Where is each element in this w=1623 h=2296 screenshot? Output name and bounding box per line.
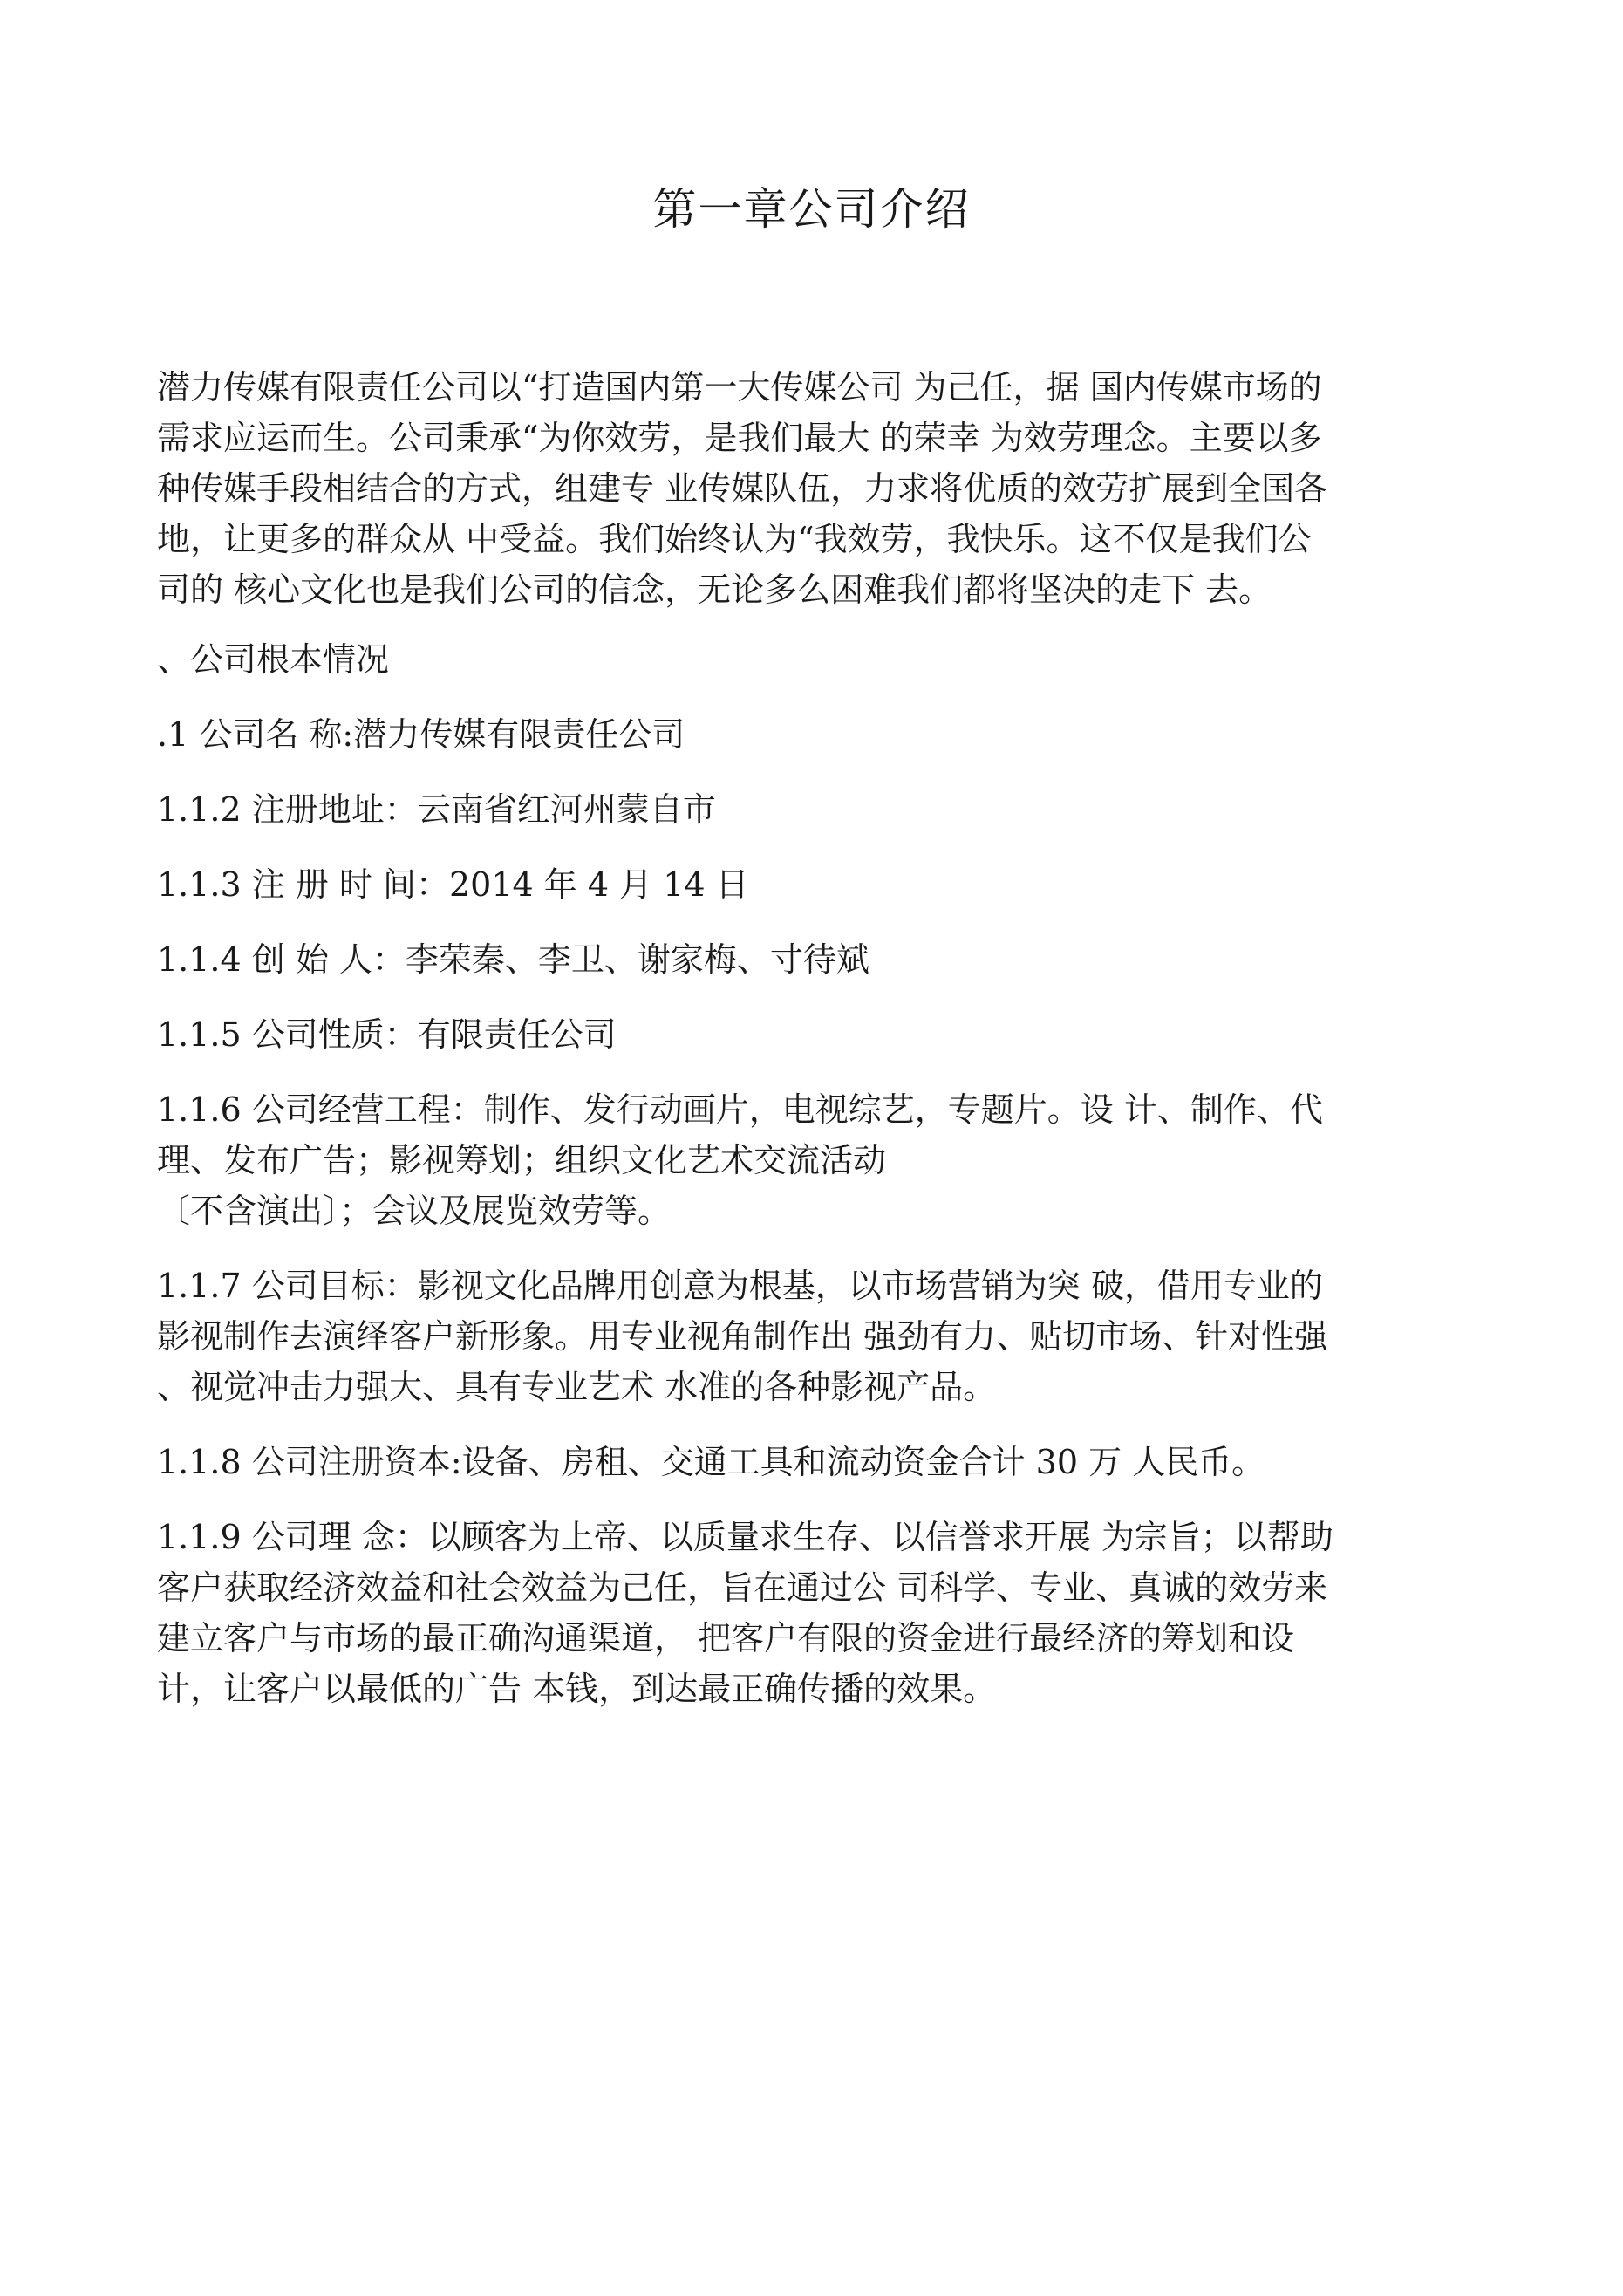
intro-line: 地，让更多的群众从 中受益。我们始终认为“我效劳，我快乐。这不仅是我们公 [157,520,1312,558]
info-line: 1.1.5 公司性质：有限责任公司 [157,1015,617,1054]
info-item-registered-capital [157,1437,1456,1487]
intro-line: 需求应运而生。公司秉承“为你效劳，是我们最大 的荣幸 为效劳理念。主要以多 [157,419,1322,457]
info-line: 1.1.4 创 始 人：李荣秦、李卫、谢家梅、寸待斌 [157,940,869,979]
info-line: 客户获取经济效益和社会效益为己任，旨在通过公 司科学、专业、真诚的效劳来 [157,1568,1328,1607]
info-line: 1.1.9 公司理 念：以顾客为上帝、以质量求生存、以信誉求开展 为宗旨；以帮助 [157,1518,1333,1556]
info-item-business-scope [157,1084,1456,1236]
intro-line: 种传媒手段相结合的方式，组建专 业传媒队伍，力求将优质的效劳扩展到全国各 [157,469,1328,508]
info-line: 〔不含演出〕；会议及展览效劳等。 [157,1192,672,1230]
intro-paragraph [157,362,1456,615]
info-line: 计，让客户以最低的广告 本钱，到达最正确传播的效果。 [157,1670,997,1708]
info-item-founders [157,934,1456,985]
info-item-company-type [157,1009,1456,1060]
info-item-registration-date [157,859,1456,910]
section-heading: 、公司根本情况 [157,640,390,679]
info-item-address [157,784,1456,835]
info-item-philosophy [157,1512,1456,1714]
info-line: 理、发布广告；影视筹划；组织文化艺术交流活动 [157,1141,887,1179]
info-line: 1.1.7 公司目标：影视文化品牌用创意为根基，以市场营销为突 破，借用专业的 [157,1267,1323,1305]
section-heading-block [157,634,1456,685]
info-item-company-name [157,709,1456,760]
intro-line: 潜力传媒有限责任公司以“打造国内第一大传媒公司 为己任，据 国内传媒市场的 [157,368,1322,407]
info-line: 影视制作去演绎客户新形象。用专业视角制作出 强劲有力、贴切市场、针对性强 [157,1317,1328,1356]
info-line: 1.1.8 公司注册资本:设备、房租、交通工具和流动资金合计 30 万 人民币。 [157,1443,1265,1481]
info-line: 建立客户与市场的最正确沟通渠道， 把客户有限的资金进行最经济的筹划和设 [157,1619,1295,1657]
info-line: 1.1.3 注 册 时 间：2014 年 4 月 14 日 [157,865,749,904]
info-item-goals [157,1261,1456,1412]
intro-line: 司的 核心文化也是我们公司的信念，无论多么困难我们都将坚决的走下 去。 [157,571,1272,609]
document-body [157,362,1456,1739]
info-line: .1 公司名 称:潜力传媒有限责任公司 [157,715,685,754]
info-line: 1.1.2 注册地址：云南省红河州蒙自市 [157,790,716,829]
chapter-title: 第一章公司介绍 [652,184,971,235]
info-line: 1.1.6 公司经营工程：制作、发行动画片，电视综艺，专题片。设 计、制作、代 [157,1090,1323,1129]
info-line: 、视觉冲击力强大、具有专业艺术 水准的各种影视产品。 [157,1368,997,1406]
